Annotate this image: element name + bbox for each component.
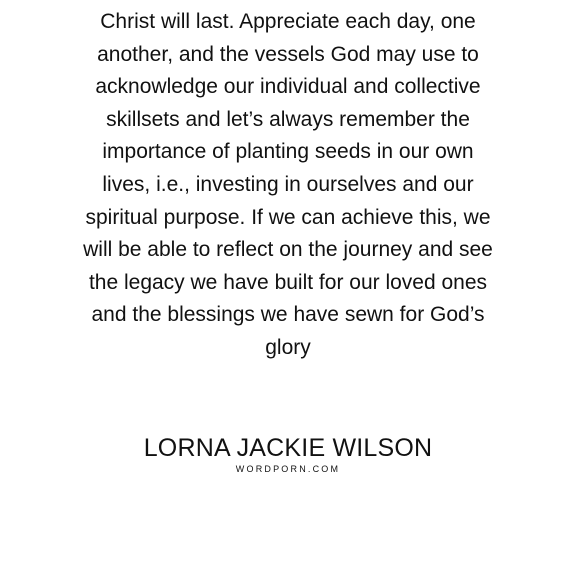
quote-line: skillsets and let’s always remember the [106, 107, 470, 131]
quote-line: spiritual purpose. If we can achieve this, we [85, 205, 491, 229]
quote-text [40, 6, 536, 365]
quote-line: acknowledge our individual and collective [95, 75, 481, 99]
quote-line: glory [265, 335, 311, 359]
quote-author: LORNA JACKIE WILSON [143, 434, 433, 462]
quote-line: the legacy we have built for our loved ones [88, 270, 488, 294]
quote-line: Christ will last. Appreciate each day, one [100, 10, 476, 33]
quote-line: lives, i.e., investing in ourselves and our [102, 172, 474, 196]
quote-line: another, and the vessels God may use to [97, 42, 479, 66]
quote-line: importance of planting seeds in our own [102, 140, 474, 164]
source-watermark: WORDPORN.COM [235, 464, 341, 474]
quote-line: will be able to reflect on the journey and see [83, 238, 493, 262]
quote-line: and the blessings we have sewn for God’s [91, 303, 485, 327]
